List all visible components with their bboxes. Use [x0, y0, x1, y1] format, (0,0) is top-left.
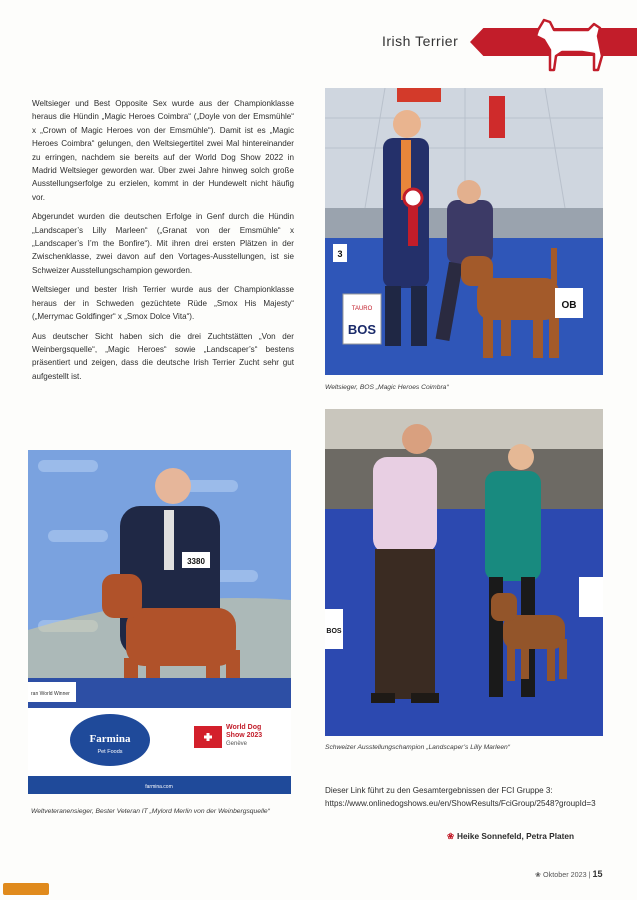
- paragraph: Aus deutscher Sicht haben sich die drei Zuchtstätten „Von der Weinbergsquelle“, „Magic Heroes“ sowie „Landscaper’s“ bestens präsentiert und zeigen, dass die deutsche Irish Terrier Zucht sehr gut aufgestellt ist.: [32, 331, 294, 381]
- paragraph: Weltsieger und bester Irish Terrier wurde aus der Championklasse heraus der in Schweden gezüchtete Rüde „Smox His Majesty“ („Merrymac Goldfinger“ x „Smox Dolce Vita“).: [32, 285, 294, 322]
- footer-divider: |: [588, 870, 593, 879]
- photo-veteran-merlin: [28, 450, 291, 794]
- page-footer: [535, 869, 602, 879]
- paw-icon: ❀: [447, 831, 454, 841]
- caption-lilly: Schweizer Ausstellungschampion „Landscaper’s Lilly Marleen“: [325, 744, 510, 751]
- sign-ob: OB: [561, 300, 577, 311]
- photo-bos-scene: [325, 88, 603, 375]
- article-text: [32, 97, 294, 389]
- caption-bos: Weltsieger, BOS „Magic Heroes Coimbra“: [325, 384, 449, 391]
- table-label: ran World Winner: [31, 691, 70, 697]
- wds-line1: World Dog: [226, 724, 262, 731]
- results-link-text: Dieser Link führt zu den Gesamtergebnissen der FCI Gruppe 3: https://www.onlinedogshows.eu/en/ShowResults/FciGroup/2548?groupId=3: [325, 786, 596, 809]
- photo-lilly-scene: [325, 409, 603, 736]
- wds-line3: Genève: [226, 741, 248, 747]
- ring-number: 3: [337, 249, 343, 259]
- catalog-number: 3380: [187, 557, 205, 566]
- wds-line2: Show 2023: [226, 732, 263, 739]
- photo-veteran-scene: [28, 450, 291, 794]
- terrier-logo-icon: [528, 10, 612, 72]
- paw-small-icon: ❀: [535, 870, 542, 879]
- section-title: Irish Terrier: [382, 33, 459, 49]
- sign-bos: BOS: [347, 322, 377, 337]
- authors-names: Heike Sonnefeld, Petra Platen: [456, 831, 575, 841]
- photo-lilly-marleen: [325, 409, 603, 736]
- authors-line: [447, 831, 574, 841]
- paragraph: Weltsieger und Best Opposite Sex wurde aus der Championklasse heraus die Hündin „Magic Heroes Coimbra“ („Doyle von der Emsmühle“ x „Crown of Magic Heroes von der Emsmühle“). Damit ist es „Magic Heroes Coimbra“ gelungen, den Weltsiegertitel zwei Mal hintereinander zu erringen, nachdem sie bereits auf der World Dog Show 2022 in Madrid Weltsieger geworden war. Über zwei Jahre hinweg solch große Ausstellungserfolge zu erzielen, kommt in der Hundewelt nicht häufig vor.: [32, 99, 294, 202]
- farmina-logo: Farmina: [89, 733, 131, 745]
- page-number: 15: [592, 869, 603, 879]
- sign-bos-lilly: BOS: [326, 628, 342, 635]
- corner-badge-icon: [3, 883, 49, 895]
- photo-bos-coimbra: [325, 88, 603, 375]
- paragraph: Abgerundet wurden die deutschen Erfolge in Genf durch die Hündin „Landscaper’s Lilly Marleen“ („Granat von der Emsmühle“ x „Landscaper’s I’m the Bonfire“). Mit ihren drei ersten Plätzen in der Zwischenklasse, zwei davon auf den Vortages-Ausstellungen, ist sie Schweizer Ausstellungschampion geworden.: [32, 212, 294, 275]
- farmina-sub: Pet Foods: [97, 749, 123, 755]
- caption-veteran: Weltveteranensieger, Bester Veteran IT „Mylord Merlin von der Weinbergsquelle“: [31, 808, 270, 815]
- issue-date: Oktober 2023: [543, 870, 587, 879]
- sign-brand: TAURO: [351, 306, 373, 312]
- site-text: farmina.com: [145, 784, 173, 790]
